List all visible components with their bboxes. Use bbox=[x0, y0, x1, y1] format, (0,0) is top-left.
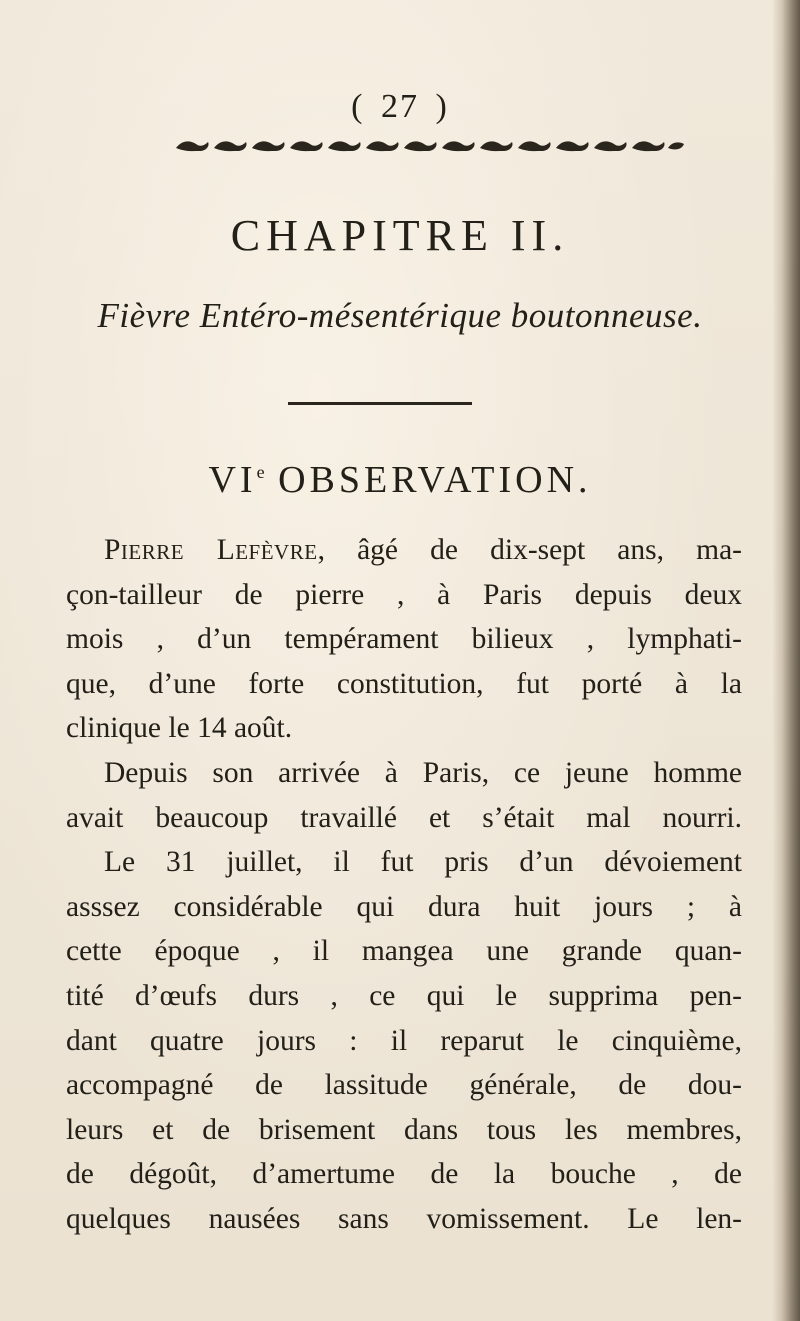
text-line: dant quatre jours : il reparut le cinquième, bbox=[66, 1024, 742, 1057]
page-gutter-shadow bbox=[772, 0, 800, 1321]
observation-numeral: VI bbox=[208, 459, 257, 501]
text-line: cette époque , il mangea une grande quan- bbox=[66, 935, 742, 968]
text-line: mois , d’un tempérament bilieux , lymphati- bbox=[66, 623, 742, 656]
text-line: asssez considérable qui dura huit jours ; à bbox=[66, 890, 742, 923]
page-number: ( 27 ) bbox=[351, 88, 449, 125]
decorative-ornament-border bbox=[174, 134, 686, 156]
text-line: quelques nausées sans vomissement. Le len- bbox=[66, 1202, 742, 1235]
section-divider-rule bbox=[288, 402, 472, 405]
text-line: que, d’une forte constitution, fut porté à la bbox=[66, 667, 742, 700]
observation-heading bbox=[0, 458, 800, 502]
text-line bbox=[66, 528, 742, 573]
chapter-subtitle: Fièvre Entéro-mésentérique boutonneuse. bbox=[97, 296, 703, 335]
text-line: accompagné de lassitude générale, de dou- bbox=[66, 1069, 742, 1102]
text-line: Depuis son arrivée à Paris, ce jeune homme bbox=[104, 756, 742, 789]
observation-label: OBSERVATION. bbox=[278, 459, 592, 501]
text-line: leurs et de brisement dans tous les membres, bbox=[66, 1113, 742, 1146]
text-line: tité d’œufs durs , ce qui le supprima pen- bbox=[66, 979, 742, 1012]
text-line: avait beaucoup travaillé et s’était mal nourri. bbox=[66, 801, 742, 834]
body-text bbox=[66, 528, 742, 1242]
patient-name: Pierre Lefèvre bbox=[104, 534, 318, 566]
text-line: çon-tailleur de pierre , à Paris depuis deux bbox=[66, 578, 742, 611]
chapter-title: CHAPITRE II. bbox=[230, 211, 570, 260]
text-line: de dégoût, d’amertume de la bouche , de bbox=[66, 1158, 742, 1191]
observation-superscript: e bbox=[256, 462, 265, 482]
text-line: clinique le 14 août. bbox=[66, 712, 293, 745]
text-line-fragment: , âgé de dix-sept ans, ma- bbox=[317, 534, 742, 566]
text-line: Le 31 juillet, il fut pris d’un dévoiement bbox=[104, 846, 742, 879]
